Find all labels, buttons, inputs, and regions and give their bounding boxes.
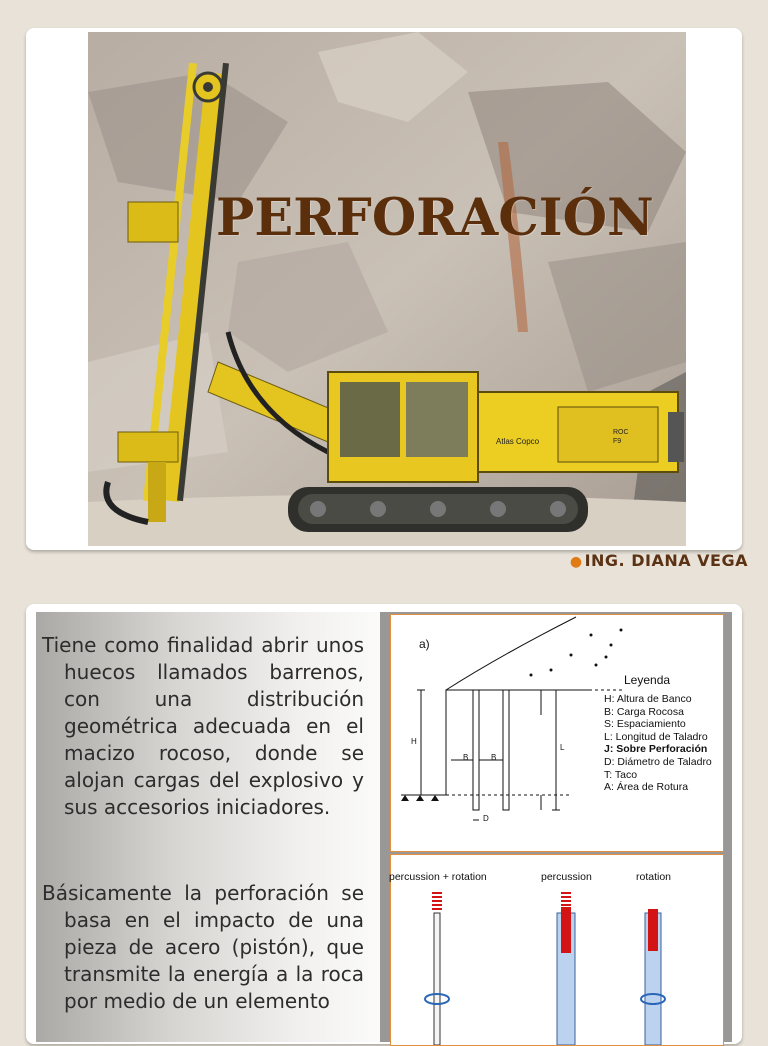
legend-item: B: Carga Rocosa xyxy=(604,705,684,718)
drilling-methods-diagram xyxy=(390,854,724,1046)
method-percussion-label: percussion xyxy=(541,871,592,883)
paragraph-definition: Tiene como finalidad abrir unos huecos llamados barrenos, con una distribución geométrica adecuada en el macizo rocoso, donde se alojan cargas del explosivo y sus accesorios iniciadores. xyxy=(42,633,364,819)
svg-text:ROC: ROC xyxy=(613,429,629,436)
paragraph-mechanism: Básicamente la perforación se basa en el impacto de una pieza de acero (pistón), que transmite la energía a la roca por medio de un elemento xyxy=(42,881,364,1013)
slide-title: PERFORACIÓN xyxy=(216,188,654,248)
dim-l-label: L xyxy=(560,743,565,752)
author-name: ING. DIANA VEGA xyxy=(584,551,748,570)
bullet-icon: ● xyxy=(569,554,583,570)
legend-item: S: Espaciamiento xyxy=(604,718,686,731)
legend-item: D: Diámetro de Taladro xyxy=(604,755,712,768)
method-percussion-rotation-label: percussion + rotation xyxy=(389,871,487,883)
rotation-tool xyxy=(641,909,665,1045)
dim-b2-label: B xyxy=(491,753,497,762)
legend-item: T: Taco xyxy=(604,768,638,781)
dim-b-label: B xyxy=(463,753,469,762)
legend-title: Leyenda xyxy=(624,673,671,687)
legend-item: H: Altura de Banco xyxy=(604,693,692,705)
drill-rig-photo xyxy=(88,32,686,546)
text-panel xyxy=(36,612,380,1042)
legend-item: L: Longitud de Taladro xyxy=(604,730,708,743)
method-rotation-label: rotation xyxy=(636,871,672,883)
figures-panel xyxy=(380,612,732,1042)
dim-d-label: D xyxy=(483,814,489,823)
legend-item: A: Área de Rotura xyxy=(604,781,689,794)
dim-h-label: H xyxy=(411,737,417,746)
percussion-rotation-tool xyxy=(425,893,449,1045)
bench-diagram xyxy=(390,614,724,852)
author-line xyxy=(570,551,748,570)
svg-text:Atlas Copco: Atlas Copco xyxy=(496,437,540,446)
title-slide xyxy=(26,28,742,550)
percussion-tool xyxy=(557,893,575,1045)
legend-item: J: Sobre Perforación xyxy=(604,743,708,756)
diagram-a-label: a) xyxy=(419,637,430,651)
content-slide xyxy=(26,604,742,1044)
svg-text:F9: F9 xyxy=(613,438,622,445)
legend-list xyxy=(604,693,712,794)
